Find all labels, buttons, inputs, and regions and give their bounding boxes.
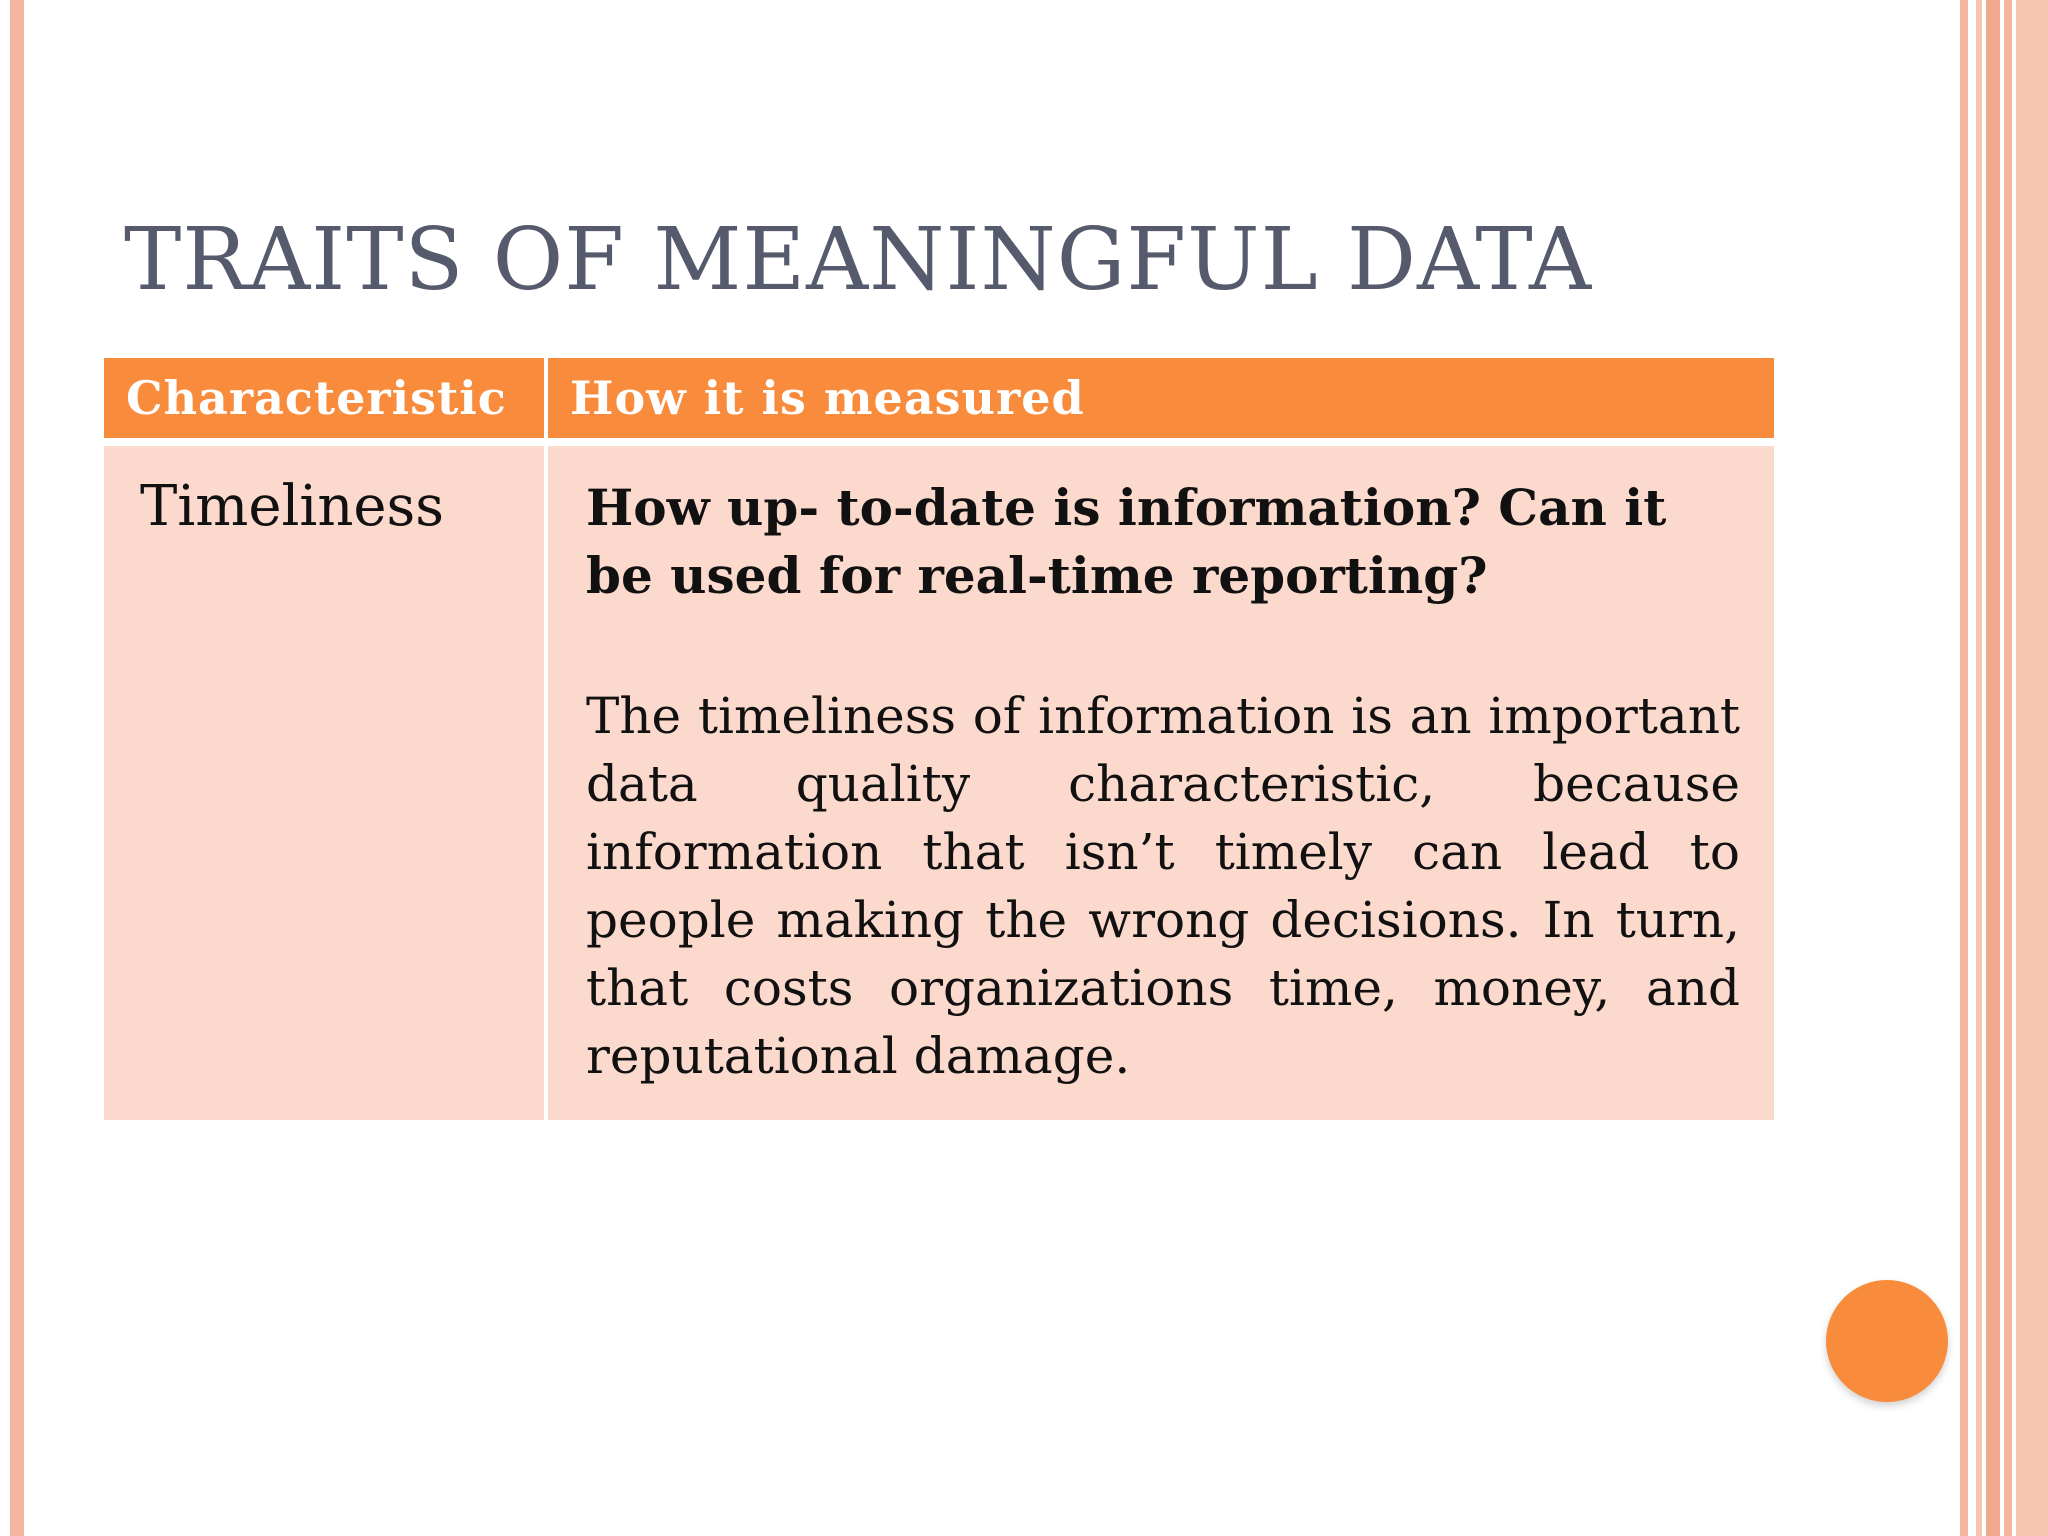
table-header-measurement: How it is measured: [548, 358, 1774, 438]
measurement-cell: [548, 446, 1774, 1120]
measurement-description: The timeliness of information is an important data quality characteristic, because information that isn’t timely can lead to people making the wrong decisions. In turn, that costs organizations time, money, and reputational damage.: [586, 687, 1740, 1085]
right-decorative-stripe: [2004, 0, 2012, 1536]
right-decorative-stripe: [1986, 0, 2000, 1536]
characteristic-name: Timeliness: [140, 474, 445, 539]
table-row: [104, 446, 1774, 1120]
characteristic-cell: [104, 446, 544, 1120]
right-decorative-stripe: [1976, 0, 1982, 1536]
right-decorative-stripe: [2016, 0, 2048, 1536]
table-header-row: [104, 358, 1774, 438]
table-header-characteristic: Characteristic: [104, 358, 544, 438]
measurement-question: How up- to-date is information? Can it be used for real-time reporting?: [586, 478, 1667, 605]
right-decorative-stripe: [1960, 0, 1968, 1536]
left-decorative-bar: [10, 0, 24, 1536]
decorative-circle: [1826, 1280, 1948, 1402]
slide-title: TRAITS OF MEANINGFUL DATA: [124, 210, 1593, 310]
